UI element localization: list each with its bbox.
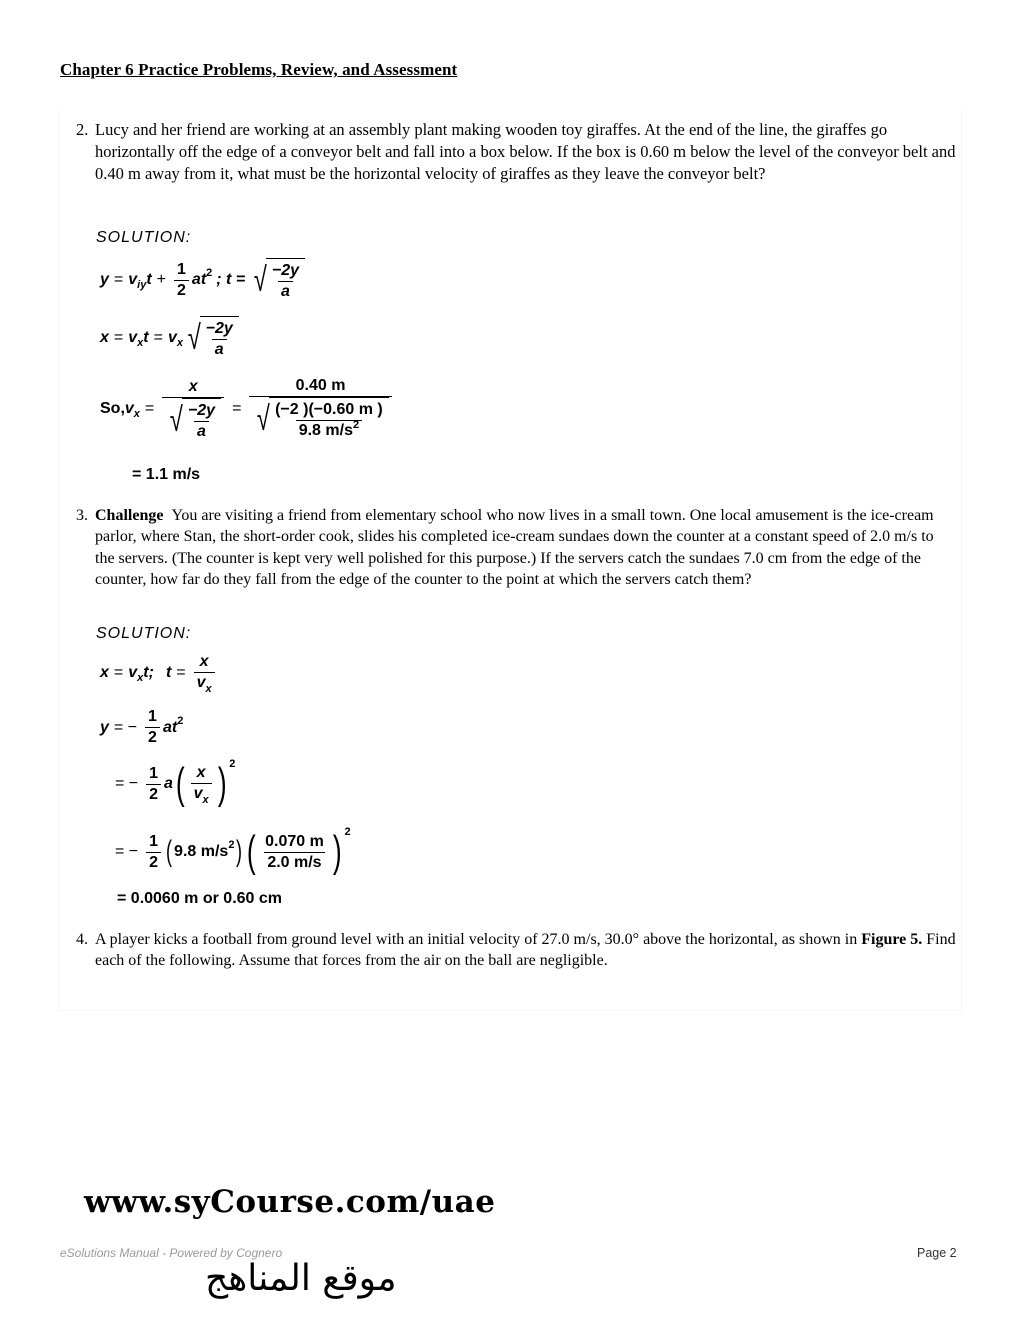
fraction: $\frac{1}{2}$ bbox=[174, 260, 189, 301]
chapter-title: Chapter 6 Practice Problems, Review, and Assessment bbox=[60, 60, 458, 79]
problem-number: 3. bbox=[76, 507, 88, 524]
result-p3: = 0.0060 m or 0.60 cm bbox=[117, 890, 282, 907]
equation-p3-line2: y = − $\frac{1}{2}$ at 2 bbox=[100, 708, 184, 746]
problem-text: Lucy and her friend are working at an assembly plant making wooden toy giraffes. At the end of the line, the giraffes go horizontally off the edge of a conveyor belt and fall into a box below. If the box is 0.60 m below the level of the conveyor belt and 0.40 m away from it, what must be the horizontal velocity of giraffes as they leave the conveyor belt? bbox=[95, 120, 956, 183]
problem-number: 4. bbox=[76, 931, 88, 948]
problem-3 bbox=[76, 505, 956, 590]
equation-p3-line4: = − $\frac{1}{2}$ ( 9.8 m/s 2 ) ( $\frac{0.070 m}{2.0 m/s}$ ) 2 bbox=[115, 826, 351, 876]
page-number: Page 2 bbox=[917, 1246, 957, 1260]
equation-p2-line2: x = v x t = v x √ $\frac{-2y}{a}$ bbox=[100, 316, 239, 360]
solution-label: SOLUTION: bbox=[96, 625, 192, 642]
equation-p3-line3: = − $\frac{1}{2}$ a ( $\frac{x}{v_x}$ ) 2 bbox=[115, 758, 236, 808]
figure-reference: Figure 5. bbox=[861, 931, 923, 948]
challenge-label: Challenge bbox=[95, 507, 164, 524]
problem-number: 2. bbox=[76, 120, 89, 139]
problem-text: You are visiting a friend from elementary school who now lives in a small town. One local amusement is the ice-cream parlor, where Stan, the short-order cook, slides his completed ice-cream sundaes down the counter at a constant speed of 2.0 m/s to the servers. (The counter is kept very well polished for this purpose.) If the servers catch the sundaes 7.0 cm from the edge of the counter, how far do they fall from the edge of the counter to the point at which the servers catch them? bbox=[95, 507, 934, 588]
equation-p2-line1: y = v iy t + $\frac{1}{2}$ at 2 ; t = √ $\frac{-2y}{a}$ bbox=[100, 258, 305, 302]
equation-p3-line1: x = v x t; t = $\frac{x}{v_x}$ bbox=[100, 652, 218, 694]
result-p2: = 1.1 m/s bbox=[132, 466, 201, 483]
problem-text: A player kicks a football from ground level with an initial velocity of 27.0 m/s, 30.0° above the horizontal, as shown in bbox=[95, 931, 858, 948]
square-root: √ $\frac{-2y}{a}$ bbox=[251, 258, 305, 302]
problem-2 bbox=[76, 119, 956, 185]
problem-4: 4. A player kicks a football from ground level with an initial velocity of 27.0 m/s, 30.0° above the horizontal, as shown in Figure 5. Find each of the following. Assume that forces from the air on the ball are negligible. bbox=[76, 931, 956, 970]
footer-publisher: eSolutions Manual - Powered by Cognero bbox=[60, 1246, 283, 1260]
square-root: √ $\frac{-2y}{a}$ bbox=[185, 316, 239, 360]
equation-p2-line3: So, v x = x √ $\frac{-2y}{a}$ = 0.40 m √ $\frac{(-2 )(-0.60 m )}{9.8 m/s^2}$ bbox=[100, 376, 395, 442]
watermark-url: www.syCourse.com/uae bbox=[84, 1184, 496, 1220]
watermark-arabic: موقع المناهج bbox=[205, 1258, 397, 1299]
solution-label: SOLUTION: bbox=[96, 229, 192, 246]
